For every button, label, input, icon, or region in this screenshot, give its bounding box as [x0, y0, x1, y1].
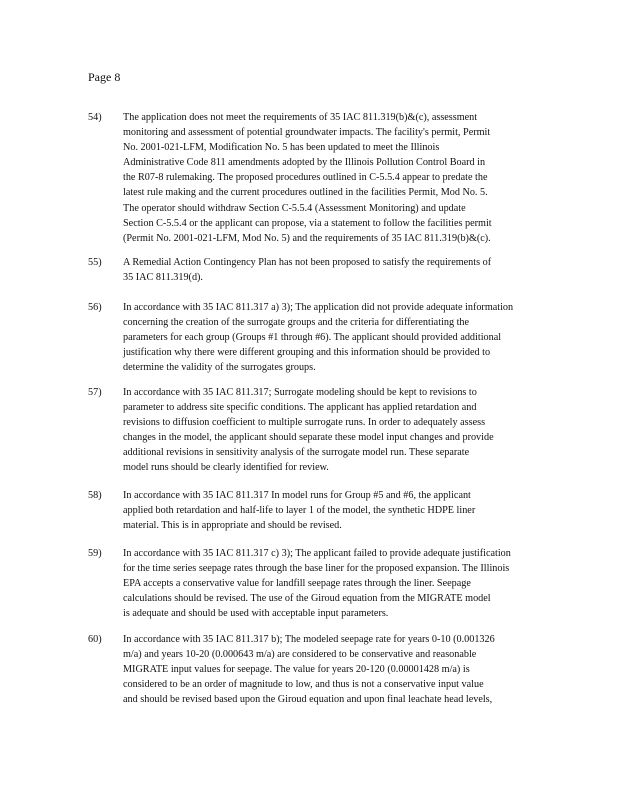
- text-line: revisions to diffusion coefficient to multiple surrogate runs. In order to adequately assess: [123, 417, 486, 429]
- item-text: [123, 255, 564, 285]
- item-text: [123, 488, 564, 533]
- item-56: [88, 300, 564, 375]
- item-number: 59): [88, 548, 102, 559]
- text-line: EPA accepts a conservative value for landfill seepage rates through the liner. Seepage: [123, 578, 471, 590]
- item-number: 56): [88, 302, 102, 313]
- text-line: In accordance with 35 IAC 811.317; Surrogate modeling should be kept to revisions to: [123, 387, 477, 398]
- item-number: 54): [88, 112, 102, 123]
- text-line: changes in the model, the applicant should separate these model input changes and provide: [123, 432, 494, 444]
- text-line: Administrative Code 811 amendments adopted by the Illinois Pollution Control Board in: [123, 157, 486, 169]
- text-line: A Remedial Action Contingency Plan has not been proposed to satisfy the requirements of: [123, 257, 492, 268]
- text-line: and should be revised based upon the Giroud equation and upon final leachate head levels,: [123, 694, 493, 706]
- text-line: determine the validity of the surrogates groups.: [123, 362, 316, 374]
- text-line: The application does not meet the requirements of 35 IAC 811.319(b)&(c), assessment: [123, 112, 478, 123]
- item-number: 58): [88, 490, 102, 501]
- item-text: [123, 385, 564, 476]
- text-line: 35 IAC 811.319(d).: [123, 272, 203, 284]
- text-line: MIGRATE input values for seepage. The value for years 20-120 (0.00001428 m/a) is: [123, 664, 470, 676]
- text-line: justification why there were different grouping and this information should be provided to: [123, 347, 491, 359]
- text-line: additional revisions in sensitivity analysis of the surrogate model run. These separate: [123, 447, 470, 459]
- item-text: [123, 632, 564, 707]
- text-line: m/a) and years 10-20 (0.000643 m/a) are considered to be conservative and reasonable: [123, 649, 477, 661]
- text-line: latest rule making and the current procedures outlined in the facilities Permit, Mod No. 5.: [123, 187, 488, 199]
- item-57: [88, 385, 564, 476]
- text-line: the R07-8 rulemaking. The proposed procedures outlined in C-5.5.4 appear to predate the: [123, 172, 488, 184]
- text-line: Section C-5.5.4 or the applicant can propose, via a statement to follow the facilities permit: [123, 217, 492, 229]
- item-text: [123, 546, 564, 621]
- text-line: In accordance with 35 IAC 811.317 a) 3); The application did not provide adequate information: [123, 302, 514, 313]
- text-line: concerning the creation of the surrogate groups and the criteria for differentiating the: [123, 317, 470, 329]
- text-line: applied both retardation and half-life to layer 1 of the model, the synthetic HDPE liner: [123, 505, 476, 517]
- text-line: No. 2001-021-LFM, Modification No. 5 has been updated to meet the Illinois: [123, 142, 440, 154]
- text-line: material. This is in appropriate and should be revised.: [123, 520, 342, 532]
- item-55: [88, 255, 564, 285]
- text-line: In accordance with 35 IAC 811.317 c) 3); The applicant failed to provide adequate justification: [123, 548, 511, 559]
- item-number: 60): [88, 634, 102, 645]
- text-line: for the time series seepage rates through the base liner for the proposed expansion. The Illinois: [123, 563, 510, 575]
- item-60: [88, 632, 564, 707]
- item-number: 55): [88, 257, 102, 268]
- page-header: Page 8: [88, 70, 121, 84]
- text-line: In accordance with 35 IAC 811.317 In model runs for Group #5 and #6, the applicant: [123, 490, 471, 501]
- text-line: is adequate and should be used with acceptable input parameters.: [123, 608, 389, 620]
- item-text: [123, 110, 564, 246]
- item-58: [88, 488, 564, 533]
- text-line: In accordance with 35 IAC 811.317 b); The modeled seepage rate for years 0-10 (0.001326: [123, 634, 495, 645]
- text-line: considered to be an order of magnitude to low, and thus is not a conservative input value: [123, 679, 484, 691]
- text-line: calculations should be revised. The use of the Giroud equation from the MIGRATE model: [123, 593, 491, 605]
- text-line: monitoring and assessment of potential groundwater impacts. The facility's permit, Permit: [123, 127, 491, 139]
- text-line: The operator should withdraw Section C-5.5.4 (Assessment Monitoring) and update: [123, 202, 466, 214]
- text-line: parameter to address site specific conditions. The applicant has applied retardation and: [123, 402, 477, 414]
- item-number: 57): [88, 387, 102, 398]
- text-line: (Permit No. 2001-021-LFM, Mod No. 5) and the requirements of 35 IAC 811.319(b)&(c).: [123, 232, 491, 244]
- item-54: [88, 110, 564, 246]
- text-line: parameters for each group (Groups #1 through #6). The applicant should provided additional: [123, 332, 502, 344]
- text-line: model runs should be clearly identified for review.: [123, 462, 329, 474]
- item-text: [123, 300, 564, 375]
- item-59: [88, 546, 564, 621]
